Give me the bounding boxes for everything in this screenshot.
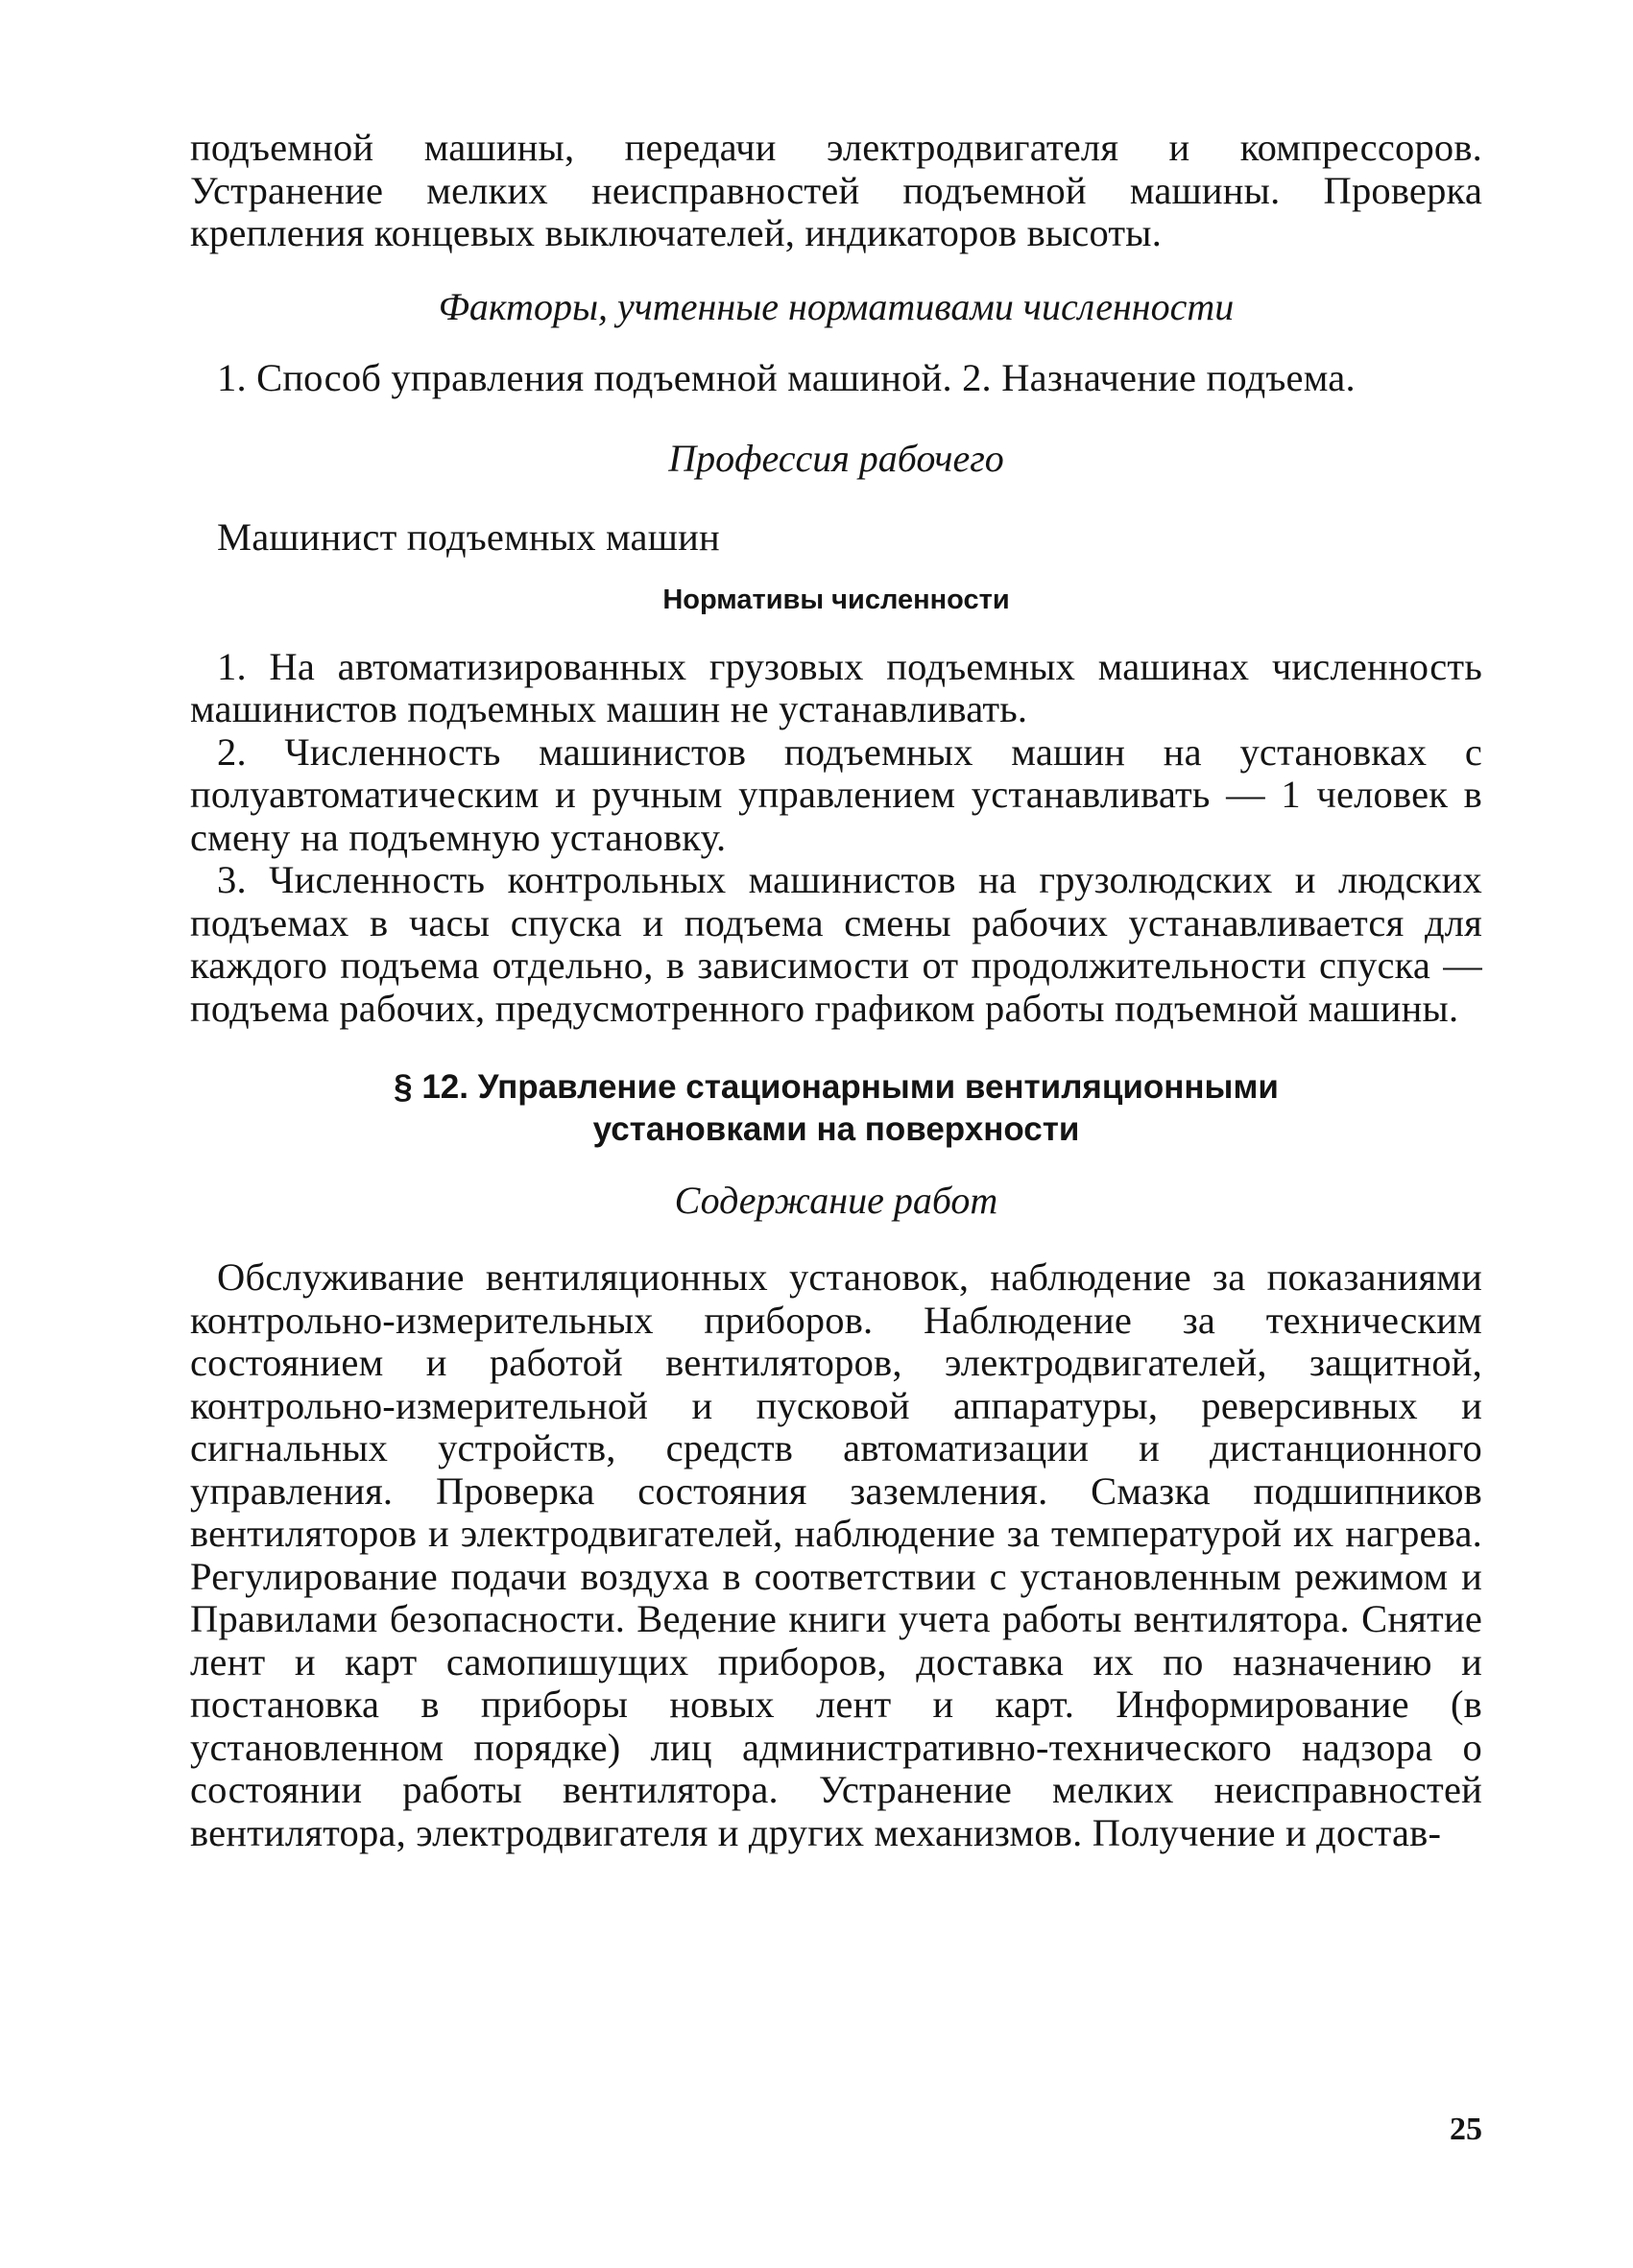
norm-item-3: 3. Численность контрольных машинистов на грузолюдских и людских подъемах в часы спуска и подъема смены рабочих устанавливается для каждого подъема отдельно, в зависимости от продолжительности спуска — подъема рабочих, предусмотренного графиком работы подъемной машины. <box>190 858 1482 1030</box>
intro-paragraph: подъемной машины, передачи электродвигателя и компрессоров. Устранение мелких неисправностей подъемной машины. Проверка крепления концевых выключателей, индикаторов высоты. <box>190 126 1482 254</box>
norm-item-1: 1. На автоматизированных грузовых подъемных машинах численность машинистов подъемных машин не устанавливать. <box>190 644 1482 730</box>
factors-text: 1. Способ управления подъемной машиной. 2. Назначение подъема. <box>217 355 1356 399</box>
norm-item-2: 2. Численность машинистов подъемных машин на установках с полуавтоматическим и ручным управлением устанавливать — 1 человек в смену на подъемную установку. <box>190 729 1482 859</box>
factors-heading: Факторы, учтенные нормативами численности <box>438 284 1235 328</box>
section-title <box>190 1066 1482 1151</box>
section-title-line-1: § 12. Управление стационарными вентиляционными <box>394 1068 1279 1106</box>
profession-heading: Профессия рабочего <box>668 437 1004 480</box>
norms-heading: Нормативы численности <box>662 584 1010 615</box>
document-page <box>190 127 1482 2181</box>
section-title-line-2: установками на поверхности <box>592 1110 1080 1148</box>
profession-text: Машинист подъемных машин <box>217 515 720 559</box>
work-content-heading: Содержание работ <box>674 1179 998 1222</box>
page-number: 25 <box>1450 2112 1482 2147</box>
work-content-text: Обслуживание вентиляционных установок, наблюдение за показаниями контрольно-измерительных приборов. Наблюдение за техническим состоянием и работой вентиляторов, электродвигателей, защитной, контрольно-измерительной и пусковой аппаратуры, реверсивных и сигнальных устройств, средств автоматизации и дистанционного управления. Проверка состояния заземления. Смазка подшипников вентиляторов и электродвигателей, наблюдение за температурой их нагрева. Регулирование подачи воздуха в соответствии с установленным режимом и Правилами безопасности. Ведение книги учета работы вентилятора. Снятие лент и карт самопишущих приборов, доставка их по назначению и постановка в приборы новых лент и карт. Информирование (в установленном порядке) лиц административно-технического надзора о состоянии работы вентилятора. Устранение мелких неисправностей вентилятора, электродвигателя и других механизмов. Получение и достав- <box>190 1255 1482 1854</box>
